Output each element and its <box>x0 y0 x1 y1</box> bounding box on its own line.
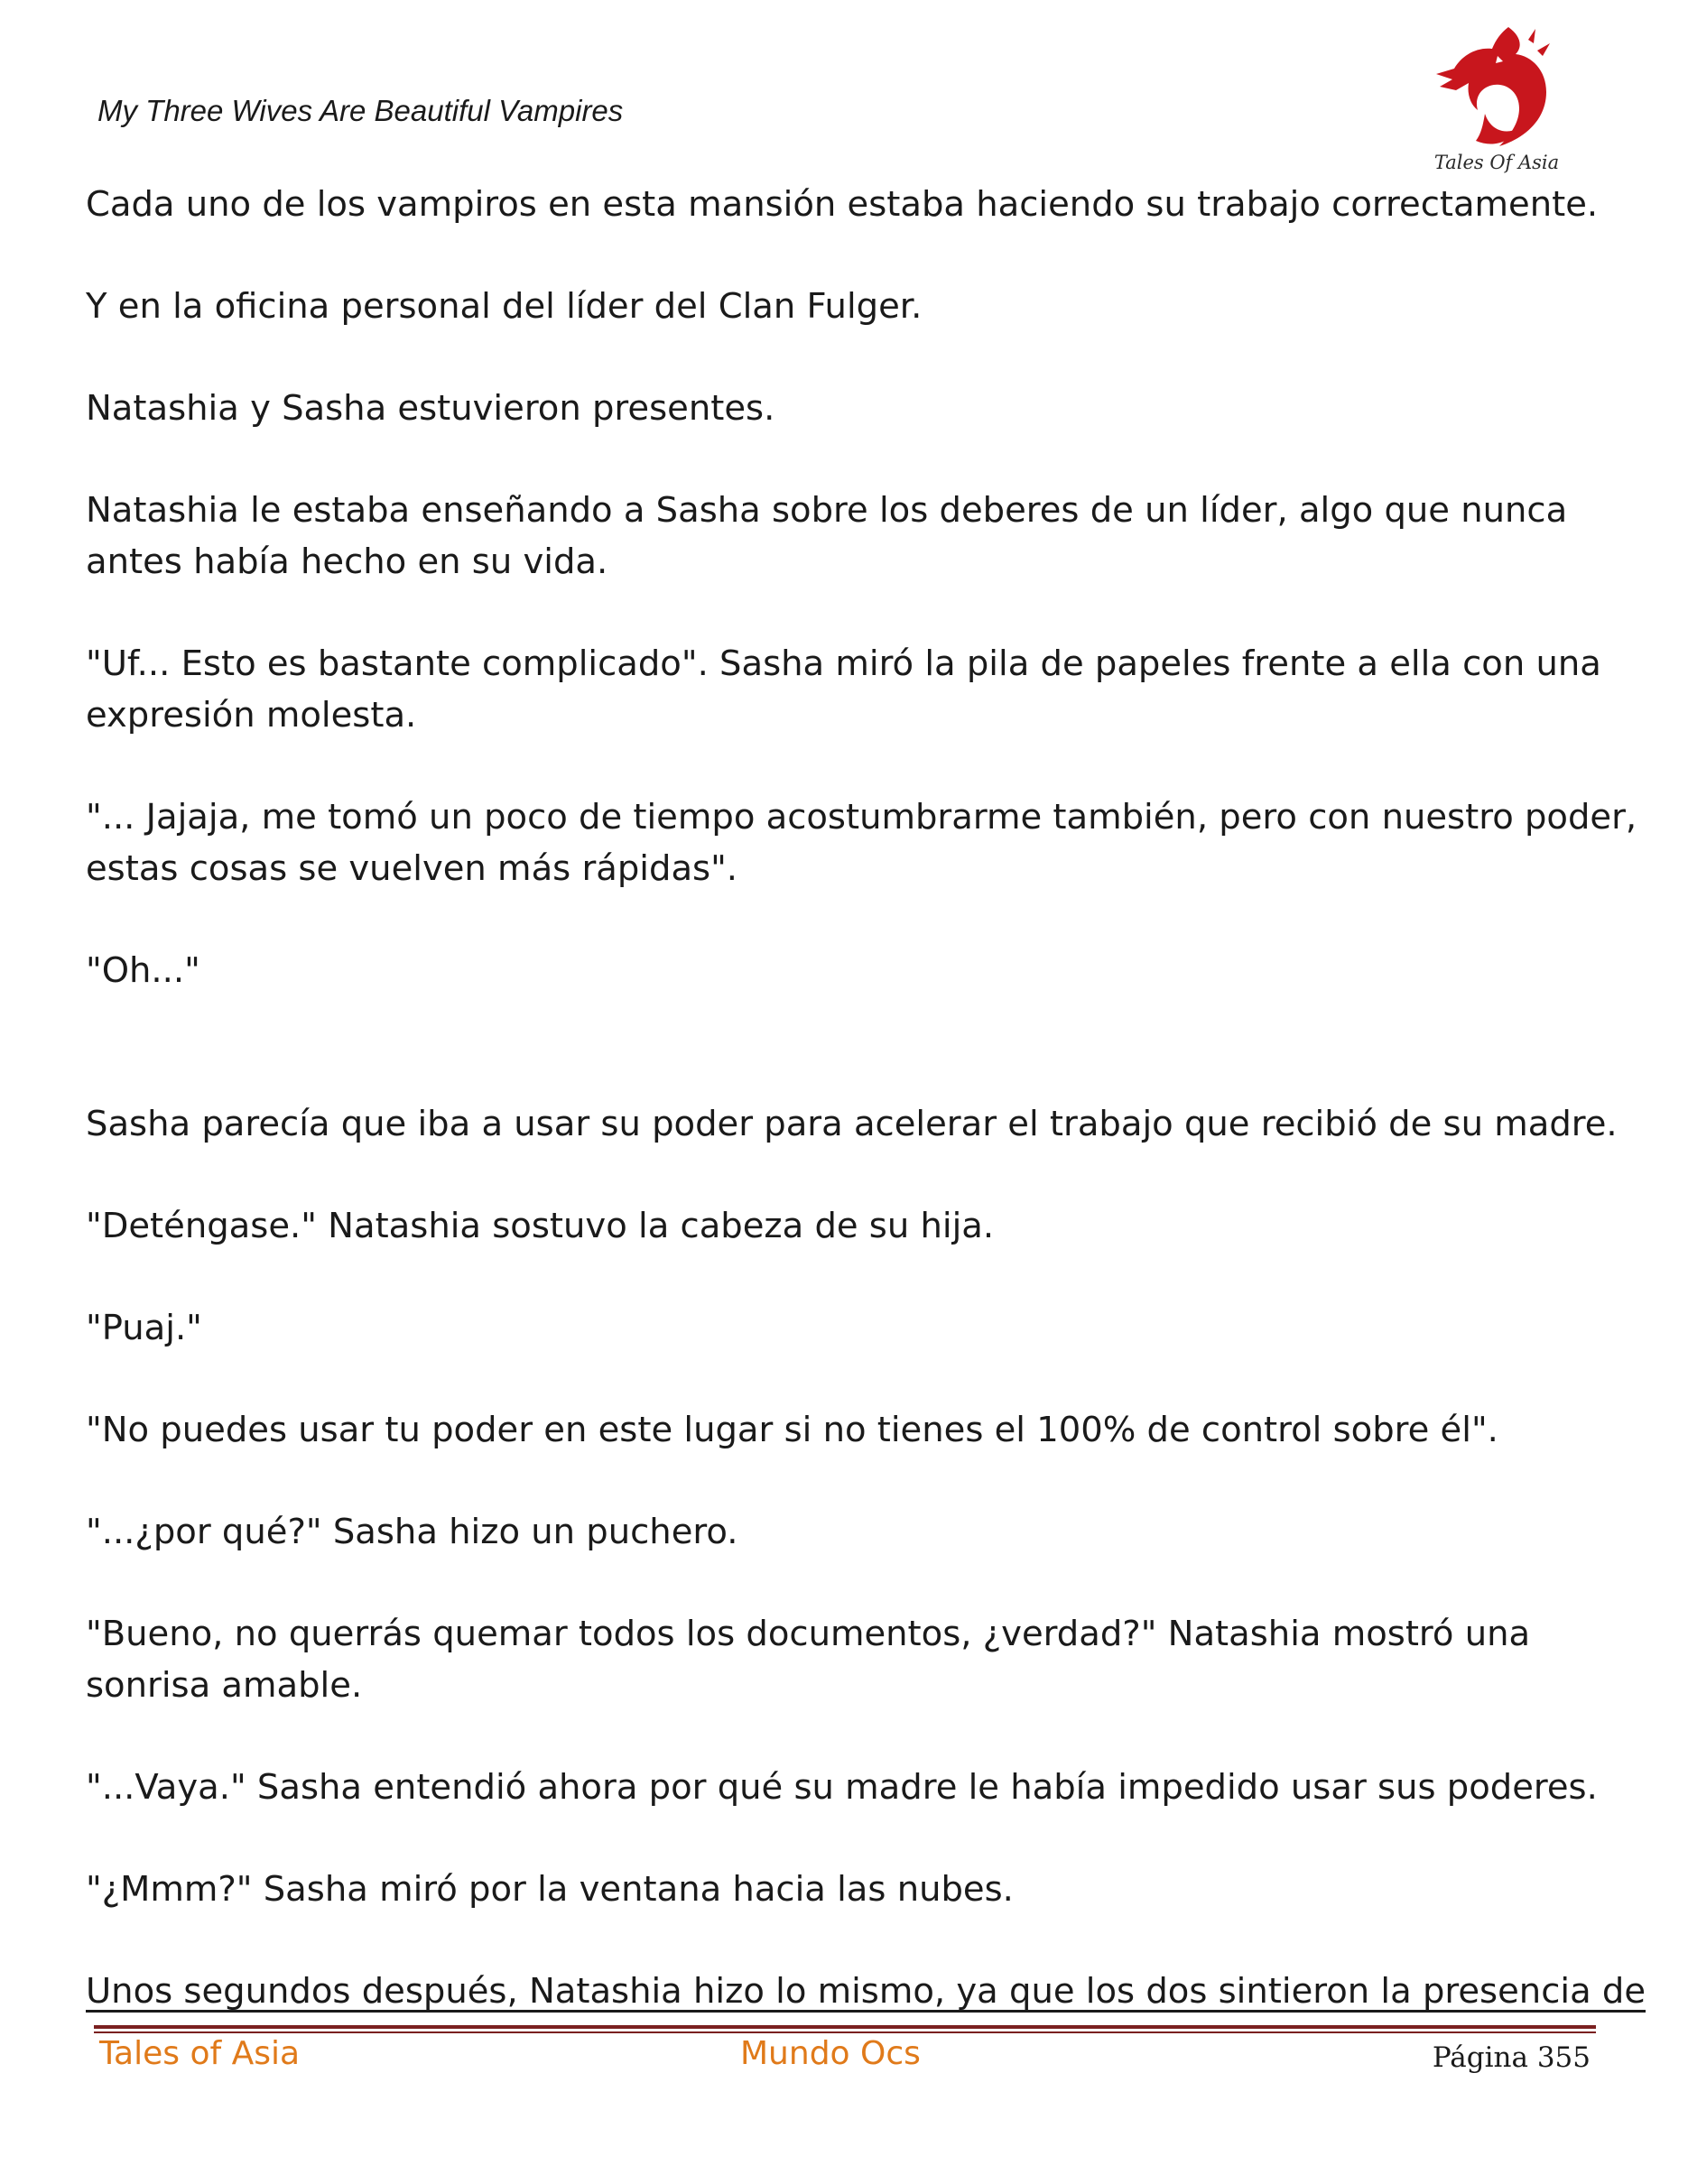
paragraph: "Deténgase." Natashia sostuvo la cabeza de su hija. <box>86 1206 995 1246</box>
chapter-body <box>86 179 1646 2017</box>
paragraph-block <box>86 1608 1620 1711</box>
footer-section-name: Mundo Ocs <box>740 2035 921 2072</box>
footer-rule <box>94 2025 1596 2029</box>
paragraph-line: "... Jajaja, me tomó un poco de tiempo acostumbrarme también, pero con nuestro poder, <box>86 797 1637 838</box>
paragraph-block <box>86 638 1620 741</box>
paragraph: Natashia y Sasha estuvieron presentes. <box>86 388 775 429</box>
paragraph: "...Vaya." Sasha entendió ahora por qué su madre le había impedido usar sus poderes. <box>86 1767 1598 1808</box>
paragraph-line: estas cosas se vuelven más rápidas". <box>86 848 738 889</box>
paragraph: Sasha parecía que iba a usar su poder para acelerar el trabajo que recibió de su madre. <box>86 1104 1618 1144</box>
paragraph-line: expresión molesta. <box>86 695 417 736</box>
footer-site-name: Tales of Asia <box>99 2035 301 2072</box>
paragraph-line: antes había hecho en su vida. <box>86 541 608 582</box>
paragraph: "Oh..." <box>86 950 200 991</box>
paragraph: "¿Mmm?" Sasha miró por la ventana hacia las nubes. <box>86 1869 1014 1910</box>
paragraph: "...¿por qué?" Sasha hizo un puchero. <box>86 1512 738 1552</box>
paragraph-line: Natashia le estaba enseñando a Sasha sobre los deberes de un líder, algo que nunca <box>86 490 1568 531</box>
paragraph: Cada uno de los vampiros en esta mansión estaba haciendo su trabajo correctamente. <box>86 184 1599 225</box>
paragraph-line: "Bueno, no querrás quemar todos los documentos, ¿verdad?" Natashia mostró una <box>86 1614 1531 1654</box>
logo-caption: Tales Of Asia <box>1433 152 1560 173</box>
paragraph: "Puaj." <box>86 1308 202 1348</box>
paragraph-block <box>86 791 1637 894</box>
paragraph: "No puedes usar tu poder en este lugar si no tienes el 100% de control sobre él". <box>86 1410 1498 1450</box>
page-number: Página 355 <box>1432 2041 1591 2074</box>
footer-rule-thin <box>94 2031 1596 2033</box>
paragraph: Y en la oficina personal del líder del Clan Fulger. <box>86 286 923 327</box>
paragraph-line: "Uf... Esto es bastante complicado". Sasha miró la pila de papeles frente a ella con una <box>86 643 1601 684</box>
paragraph: Unos segundos después, Natashia hizo lo mismo, ya que los dos sintieron la presencia de <box>86 1971 1646 2012</box>
book-title: My Three Wives Are Beautiful Vampires <box>97 94 624 127</box>
paragraph-block <box>86 485 1620 588</box>
paragraph-line: sonrisa amable. <box>86 1665 363 1706</box>
